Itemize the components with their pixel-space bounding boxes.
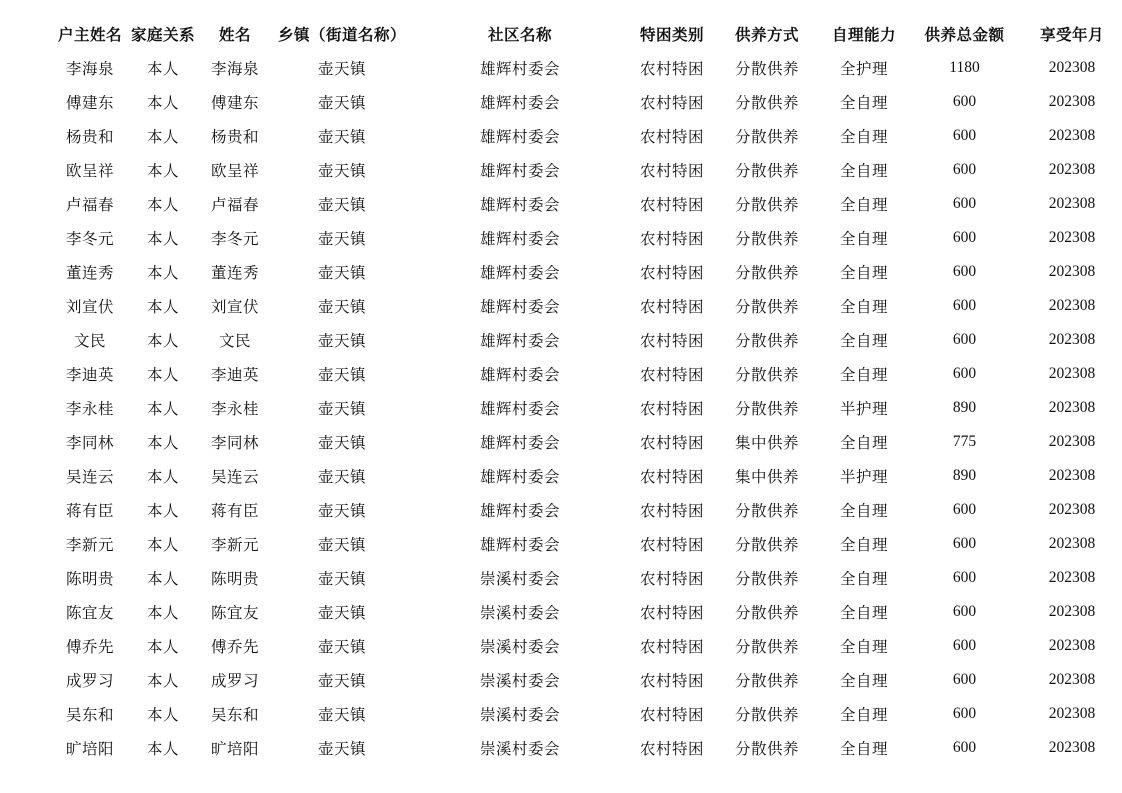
cell-total-amount: 600 [952, 263, 977, 280]
cell-head-of-household: 杨贵和 [65, 128, 114, 146]
cell-year-month: 202308 [1048, 705, 1096, 722]
cell-category: 农村特困 [639, 400, 704, 418]
cell-head-of-household: 李永桂 [65, 400, 114, 418]
cell-name: 陈明贵 [210, 570, 259, 588]
cell-name: 吴东和 [210, 706, 259, 724]
cell-name: 吴连云 [210, 468, 259, 486]
cell-township: 壶天镇 [317, 366, 366, 384]
cell-category: 农村特困 [639, 604, 704, 622]
cell-support-method: 分散供养 [734, 196, 799, 214]
cell-total-amount: 1180 [949, 59, 980, 76]
cell-relationship: 本人 [146, 502, 179, 520]
cell-township: 壶天镇 [317, 536, 366, 554]
cell-community: 雄辉村委会 [479, 94, 560, 112]
cell-community: 雄辉村委会 [479, 332, 560, 350]
cell-community: 崇溪村委会 [479, 740, 560, 758]
cell-community: 雄辉村委会 [479, 128, 560, 146]
table-row [55, 697, 1122, 731]
table-row [55, 289, 1122, 323]
cell-category: 农村特困 [639, 536, 704, 554]
cell-relationship: 本人 [146, 434, 179, 452]
cell-category: 农村特困 [639, 468, 704, 486]
cell-self-care: 全自理 [839, 94, 888, 112]
cell-self-care: 全自理 [839, 570, 888, 588]
document-sheet [55, 17, 1104, 765]
cell-relationship: 本人 [146, 468, 179, 486]
cell-category: 农村特困 [639, 570, 704, 588]
cell-head-of-household: 傅乔先 [65, 638, 114, 656]
cell-year-month: 202308 [1048, 603, 1096, 620]
cell-self-care: 全自理 [839, 638, 888, 656]
cell-relationship: 本人 [146, 128, 179, 146]
table-row [55, 391, 1122, 425]
cell-total-amount: 600 [952, 603, 977, 620]
cell-township: 壶天镇 [317, 128, 366, 146]
cell-support-method: 分散供养 [734, 332, 799, 350]
cell-community: 雄辉村委会 [479, 434, 560, 452]
cell-year-month: 202308 [1048, 331, 1096, 348]
cell-support-method: 分散供养 [734, 298, 799, 316]
cell-relationship: 本人 [146, 366, 179, 384]
cell-head-of-household: 蒋有臣 [65, 502, 114, 520]
cell-support-method: 集中供养 [734, 468, 799, 486]
cell-name: 李同林 [210, 434, 259, 452]
cell-self-care: 全自理 [839, 706, 888, 724]
cell-self-care: 全自理 [839, 672, 888, 690]
cell-relationship: 本人 [146, 230, 179, 248]
cell-support-method: 分散供养 [734, 604, 799, 622]
cell-year-month: 202308 [1048, 59, 1096, 76]
table-row [55, 459, 1122, 493]
cell-head-of-household: 李海泉 [65, 60, 114, 78]
cell-community: 雄辉村委会 [479, 196, 560, 214]
cell-total-amount: 600 [952, 671, 977, 688]
cell-self-care: 全自理 [839, 128, 888, 146]
cell-name: 刘宣伏 [210, 298, 259, 316]
cell-support-method: 分散供养 [734, 366, 799, 384]
cell-year-month: 202308 [1048, 93, 1096, 110]
cell-township: 壶天镇 [317, 468, 366, 486]
cell-township: 壶天镇 [317, 434, 366, 452]
cell-support-method: 分散供养 [734, 264, 799, 282]
cell-relationship: 本人 [146, 706, 179, 724]
cell-name: 卢福春 [210, 196, 259, 214]
cell-year-month: 202308 [1048, 297, 1096, 314]
table-row [55, 119, 1122, 153]
cell-category: 农村特困 [639, 128, 704, 146]
cell-total-amount: 775 [952, 433, 977, 450]
cell-total-amount: 600 [952, 127, 977, 144]
cell-self-care: 半护理 [839, 400, 888, 418]
cell-total-amount: 890 [952, 467, 977, 484]
cell-township: 壶天镇 [317, 94, 366, 112]
cell-name: 李永桂 [210, 400, 259, 418]
cell-community: 雄辉村委会 [479, 366, 560, 384]
cell-support-method: 分散供养 [734, 400, 799, 418]
cell-year-month: 202308 [1048, 399, 1096, 416]
table-row [55, 629, 1122, 663]
cell-support-method: 分散供养 [734, 230, 799, 248]
column-header-self-care: 自理能力 [831, 26, 896, 44]
cell-relationship: 本人 [146, 740, 179, 758]
column-header-support-method: 供养方式 [734, 26, 799, 44]
cell-category: 农村特困 [639, 264, 704, 282]
cell-relationship: 本人 [146, 196, 179, 214]
cell-year-month: 202308 [1048, 501, 1096, 518]
cell-self-care: 全自理 [839, 196, 888, 214]
table-row [55, 527, 1122, 561]
cell-total-amount: 600 [952, 297, 977, 314]
cell-relationship: 本人 [146, 94, 179, 112]
cell-community: 雄辉村委会 [479, 536, 560, 554]
cell-support-method: 分散供养 [734, 706, 799, 724]
column-header-name: 姓名 [218, 26, 251, 44]
cell-head-of-household: 欧呈祥 [65, 162, 114, 180]
cell-community: 雄辉村委会 [479, 230, 560, 248]
cell-total-amount: 600 [952, 501, 977, 518]
cell-total-amount: 600 [952, 331, 977, 348]
column-header-head-of-household: 户主姓名 [57, 26, 122, 44]
table-row [55, 255, 1122, 289]
cell-total-amount: 600 [952, 229, 977, 246]
column-header-township: 乡镇（街道名称） [277, 26, 406, 44]
cell-category: 农村特困 [639, 740, 704, 758]
cell-category: 农村特困 [639, 366, 704, 384]
table-row [55, 153, 1122, 187]
cell-category: 农村特困 [639, 502, 704, 520]
cell-township: 壶天镇 [317, 60, 366, 78]
cell-support-method: 分散供养 [734, 638, 799, 656]
cell-self-care: 全自理 [839, 230, 888, 248]
cell-category: 农村特困 [639, 60, 704, 78]
table-header [55, 17, 1122, 51]
cell-support-method: 集中供养 [734, 434, 799, 452]
cell-township: 壶天镇 [317, 604, 366, 622]
cell-self-care: 全自理 [839, 264, 888, 282]
cell-year-month: 202308 [1048, 671, 1096, 688]
cell-category: 农村特困 [639, 230, 704, 248]
cell-total-amount: 600 [952, 705, 977, 722]
cell-self-care: 全自理 [839, 332, 888, 350]
cell-year-month: 202308 [1048, 229, 1096, 246]
support-roster-table [55, 17, 1122, 765]
cell-head-of-household: 董连秀 [65, 264, 114, 282]
cell-township: 壶天镇 [317, 196, 366, 214]
table-row [55, 663, 1122, 697]
cell-township: 壶天镇 [317, 570, 366, 588]
cell-name: 李新元 [210, 536, 259, 554]
cell-head-of-household: 李冬元 [65, 230, 114, 248]
cell-year-month: 202308 [1048, 365, 1096, 382]
cell-community: 崇溪村委会 [479, 706, 560, 724]
cell-head-of-household: 傅建东 [65, 94, 114, 112]
cell-support-method: 分散供养 [734, 570, 799, 588]
cell-total-amount: 600 [952, 739, 977, 756]
cell-community: 崇溪村委会 [479, 672, 560, 690]
cell-year-month: 202308 [1048, 535, 1096, 552]
cell-community: 崇溪村委会 [479, 570, 560, 588]
cell-head-of-household: 文民 [73, 332, 106, 350]
cell-year-month: 202308 [1048, 195, 1096, 212]
cell-name: 董连秀 [210, 264, 259, 282]
cell-category: 农村特困 [639, 298, 704, 316]
cell-year-month: 202308 [1048, 433, 1096, 450]
cell-year-month: 202308 [1048, 637, 1096, 654]
cell-name: 李海泉 [210, 60, 259, 78]
cell-head-of-household: 吴东和 [65, 706, 114, 724]
cell-name: 旷培阳 [210, 740, 259, 758]
cell-total-amount: 890 [952, 399, 977, 416]
cell-head-of-household: 李同林 [65, 434, 114, 452]
cell-category: 农村特困 [639, 672, 704, 690]
cell-head-of-household: 成罗习 [65, 672, 114, 690]
cell-category: 农村特困 [639, 706, 704, 724]
cell-self-care: 全自理 [839, 536, 888, 554]
cell-relationship: 本人 [146, 536, 179, 554]
cell-head-of-household: 陈宜友 [65, 604, 114, 622]
cell-name: 文民 [218, 332, 251, 350]
cell-support-method: 分散供养 [734, 536, 799, 554]
cell-total-amount: 600 [952, 93, 977, 110]
cell-year-month: 202308 [1048, 161, 1096, 178]
cell-self-care: 全自理 [839, 740, 888, 758]
cell-head-of-household: 李新元 [65, 536, 114, 554]
cell-category: 农村特困 [639, 638, 704, 656]
cell-self-care: 全护理 [839, 60, 888, 78]
table-row [55, 187, 1122, 221]
cell-year-month: 202308 [1048, 467, 1096, 484]
cell-year-month: 202308 [1048, 569, 1096, 586]
table-row [55, 357, 1122, 391]
cell-relationship: 本人 [146, 570, 179, 588]
cell-relationship: 本人 [146, 60, 179, 78]
cell-self-care: 全自理 [839, 366, 888, 384]
cell-support-method: 分散供养 [734, 128, 799, 146]
column-header-year-month: 享受年月 [1039, 26, 1104, 44]
column-header-community: 社区名称 [487, 26, 552, 44]
cell-total-amount: 600 [952, 535, 977, 552]
cell-head-of-household: 旷培阳 [65, 740, 114, 758]
cell-township: 壶天镇 [317, 672, 366, 690]
cell-year-month: 202308 [1048, 739, 1096, 756]
cell-community: 雄辉村委会 [479, 264, 560, 282]
cell-name: 李迪英 [210, 366, 259, 384]
cell-self-care: 全自理 [839, 434, 888, 452]
cell-name: 杨贵和 [210, 128, 259, 146]
cell-total-amount: 600 [952, 161, 977, 178]
cell-community: 雄辉村委会 [479, 400, 560, 418]
cell-total-amount: 600 [952, 365, 977, 382]
cell-township: 壶天镇 [317, 332, 366, 350]
cell-community: 雄辉村委会 [479, 162, 560, 180]
cell-self-care: 全自理 [839, 604, 888, 622]
cell-relationship: 本人 [146, 400, 179, 418]
table-row [55, 425, 1122, 459]
cell-head-of-household: 李迪英 [65, 366, 114, 384]
cell-head-of-household: 刘宣伏 [65, 298, 114, 316]
table-row [55, 493, 1122, 527]
cell-relationship: 本人 [146, 604, 179, 622]
cell-community: 雄辉村委会 [479, 468, 560, 486]
cell-relationship: 本人 [146, 672, 179, 690]
cell-township: 壶天镇 [317, 638, 366, 656]
cell-category: 农村特困 [639, 332, 704, 350]
cell-township: 壶天镇 [317, 740, 366, 758]
cell-support-method: 分散供养 [734, 162, 799, 180]
cell-community: 崇溪村委会 [479, 638, 560, 656]
cell-name: 陈宜友 [210, 604, 259, 622]
cell-community: 雄辉村委会 [479, 502, 560, 520]
cell-support-method: 分散供养 [734, 94, 799, 112]
header-row [55, 17, 1122, 51]
cell-township: 壶天镇 [317, 502, 366, 520]
cell-relationship: 本人 [146, 264, 179, 282]
cell-support-method: 分散供养 [734, 740, 799, 758]
cell-category: 农村特困 [639, 434, 704, 452]
cell-year-month: 202308 [1048, 263, 1096, 280]
cell-township: 壶天镇 [317, 230, 366, 248]
cell-total-amount: 600 [952, 637, 977, 654]
column-header-total-amount: 供养总金额 [924, 26, 1005, 44]
table-row [55, 85, 1122, 119]
cell-township: 壶天镇 [317, 298, 366, 316]
cell-name: 成罗习 [210, 672, 259, 690]
cell-support-method: 分散供养 [734, 672, 799, 690]
cell-total-amount: 600 [952, 195, 977, 212]
cell-community: 雄辉村委会 [479, 60, 560, 78]
cell-head-of-household: 卢福春 [65, 196, 114, 214]
cell-support-method: 分散供养 [734, 502, 799, 520]
cell-self-care: 半护理 [839, 468, 888, 486]
cell-name: 欧呈祥 [210, 162, 259, 180]
cell-relationship: 本人 [146, 298, 179, 316]
table-body [55, 51, 1122, 765]
cell-category: 农村特困 [639, 94, 704, 112]
table-row [55, 323, 1122, 357]
table-row [55, 221, 1122, 255]
cell-category: 农村特困 [639, 196, 704, 214]
cell-relationship: 本人 [146, 638, 179, 656]
cell-category: 农村特困 [639, 162, 704, 180]
table-row [55, 731, 1122, 765]
cell-township: 壶天镇 [317, 264, 366, 282]
cell-self-care: 全自理 [839, 502, 888, 520]
cell-name: 李冬元 [210, 230, 259, 248]
cell-self-care: 全自理 [839, 162, 888, 180]
cell-community: 崇溪村委会 [479, 604, 560, 622]
cell-township: 壶天镇 [317, 706, 366, 724]
column-header-relationship: 家庭关系 [130, 26, 195, 44]
cell-head-of-household: 吴连云 [65, 468, 114, 486]
cell-township: 壶天镇 [317, 400, 366, 418]
cell-community: 雄辉村委会 [479, 298, 560, 316]
cell-self-care: 全自理 [839, 298, 888, 316]
table-row [55, 595, 1122, 629]
table-row [55, 561, 1122, 595]
cell-township: 壶天镇 [317, 162, 366, 180]
cell-relationship: 本人 [146, 162, 179, 180]
cell-year-month: 202308 [1048, 127, 1096, 144]
cell-name: 傅乔先 [210, 638, 259, 656]
cell-support-method: 分散供养 [734, 60, 799, 78]
column-header-category: 特困类别 [639, 26, 704, 44]
cell-name: 蒋有臣 [210, 502, 259, 520]
cell-head-of-household: 陈明贵 [65, 570, 114, 588]
cell-total-amount: 600 [952, 569, 977, 586]
cell-relationship: 本人 [146, 332, 179, 350]
cell-name: 傅建东 [210, 94, 259, 112]
table-row [55, 51, 1122, 85]
